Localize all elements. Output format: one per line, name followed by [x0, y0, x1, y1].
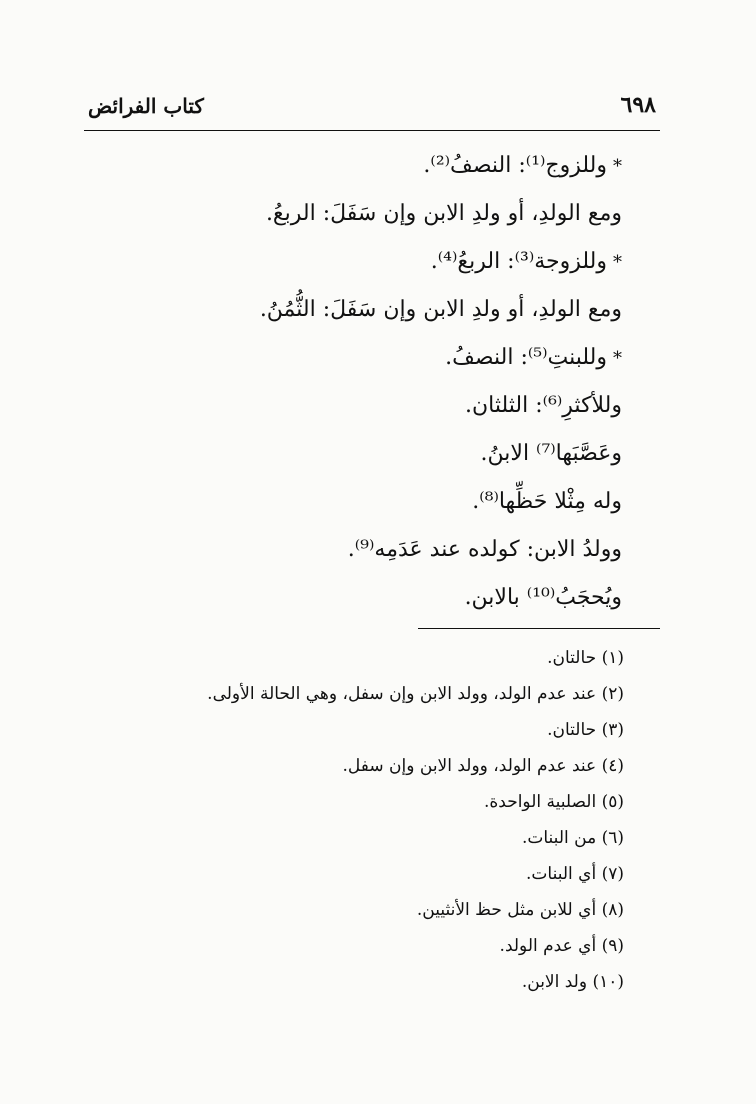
- text-line: [102, 238, 622, 286]
- text-line: [102, 286, 622, 334]
- text-line: [102, 430, 622, 478]
- footnote: (٩) أي عدم الولد.: [499, 936, 624, 956]
- text-line: [102, 382, 622, 430]
- text-line-content: وللأكثرِ⁽⁶⁾: الثلثان.: [465, 393, 622, 418]
- footnote: (٤) عند عدم الولد، وولد الابن وإن سفل.: [342, 756, 624, 776]
- footnotes: [104, 640, 624, 1000]
- footnote: (٨) أي للابن مثل حظ الأنثيين.: [416, 900, 624, 920]
- footnote: (٣) حالتان.: [547, 720, 624, 740]
- footnote: (١٠) ولد الابن.: [521, 972, 624, 992]
- text-line: [102, 574, 622, 622]
- star-marker: *: [613, 252, 622, 273]
- text-line-content: وللزوجة⁽³⁾: الربعُ⁽⁴⁾.: [430, 249, 607, 274]
- footnote-separator: [418, 628, 660, 629]
- text-line-content: وولدُ الابن: كولده عند عَدَمِه⁽⁹⁾.: [347, 537, 622, 562]
- text-line: [102, 334, 622, 382]
- footnote: (٢) عند عدم الولد، وولد الابن وإن سفل، وهي الحالة الأولى.: [207, 684, 624, 704]
- text-line: [102, 526, 622, 574]
- text-line: [102, 478, 622, 526]
- star-marker: *: [613, 348, 622, 369]
- star-marker: *: [613, 156, 622, 177]
- running-title: كتاب الفرائض: [88, 94, 204, 118]
- footnote: (٦) من البنات.: [521, 828, 624, 848]
- text-line-content: وللبنتِ⁽⁵⁾: النصفُ.: [445, 345, 607, 370]
- text-line-content: وعَصَّبَها⁽⁷⁾ الابنُ.: [480, 441, 622, 466]
- text-line-content: ومع الولدِ، أو ولدِ الابن وإن سَفَلَ: الربعُ.: [265, 201, 622, 226]
- page-number: ٦٩٨: [620, 92, 656, 118]
- text-line-content: وللزوج⁽¹⁾: النصفُ⁽²⁾.: [423, 153, 607, 178]
- text-line-content: ومع الولدِ، أو ولدِ الابن وإن سَفَلَ: الثُّمُنُ.: [259, 297, 622, 322]
- text-line-content: ويُحجَبُ⁽¹⁰⁾ بالابن.: [464, 585, 622, 610]
- footnote: (٧) أي البنات.: [525, 864, 624, 884]
- page-header: [84, 90, 660, 131]
- footnote: (٥) الصلبية الواحدة.: [483, 792, 624, 812]
- main-text: [102, 142, 622, 622]
- text-line: [102, 142, 622, 190]
- text-line: [102, 190, 622, 238]
- text-line-content: وله مِثْلا حَظِّها⁽⁸⁾.: [472, 489, 622, 514]
- footnote: (١) حالتان.: [547, 648, 624, 668]
